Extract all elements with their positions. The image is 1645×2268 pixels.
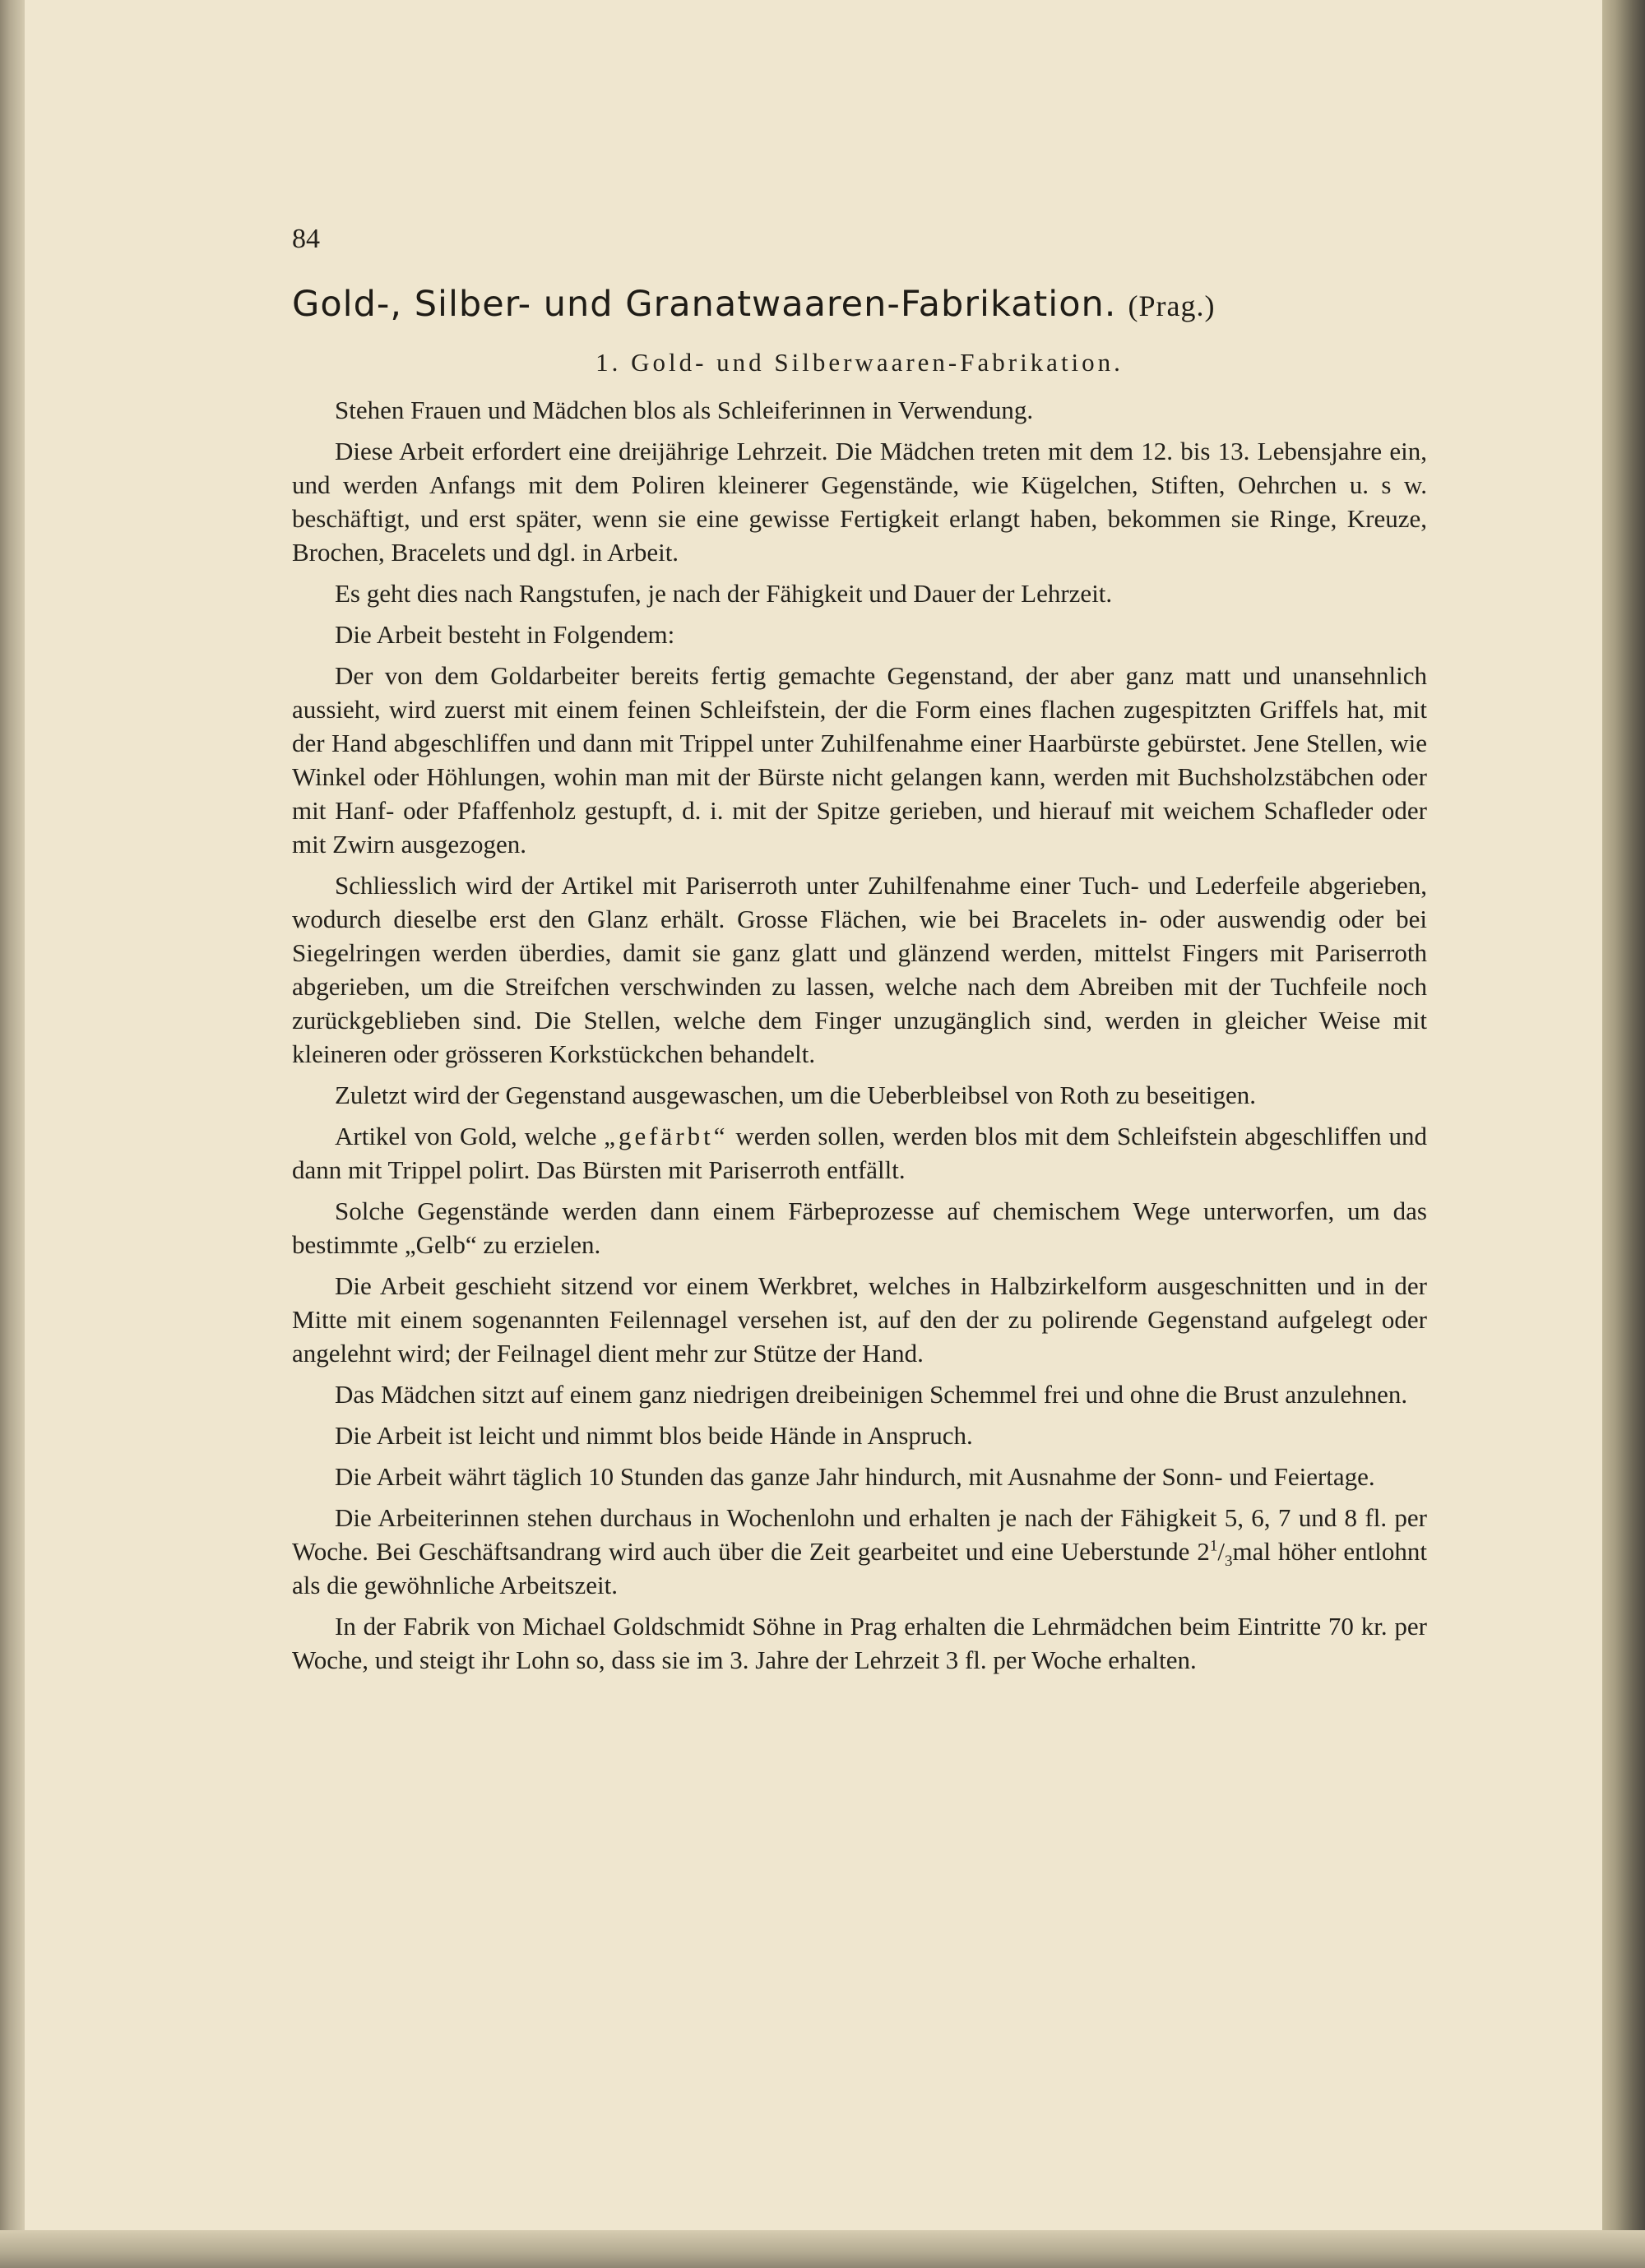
paragraph: In der Fabrik von Michael Goldschmidt Söhne in Prag erhalten die Lehrmädchen beim Eintritte 70 kr. per Woche, und steigt ihr Lohn so, dass sie im 3. Jahre der Lehrzeit 3 fl. per Woche erhalten. — [292, 1612, 1427, 1674]
paragraph: Zuletzt wird der Gegenstand ausgewaschen, um die Ueberbleibsel von Roth zu beseitigen. — [335, 1081, 1256, 1109]
fraction-numerator: 1 — [1209, 1537, 1218, 1555]
text-run: Artikel von Gold, welche — [335, 1122, 597, 1150]
paragraph: Der von dem Goldarbeiter bereits fertig gemachte Gegenstand, der aber ganz matt und unansehnlich aussieht, wird zuerst mit einem feinen Schleifstein, der die Form eines flachen zugespitzten Griffels hat, mit der Hand abgeschliffen und dann mit Trippel unter Zuhilfenahme einer Haarbürste gebürstet. Jene Stellen, wie Winkel oder Höhlungen, wohin man mit der Bürste nicht gelangen kann, werden mit Buchsholzstäbchen oder mit Hanf- oder Pfaffenholz gestupft, d. i. mit der Spitze gerieben, und hierauf mit weichem Schafleder oder mit Zwirn ausgezogen. — [292, 661, 1427, 859]
book-edge-bottom — [0, 2230, 1645, 2268]
paragraph: Die Arbeit besteht in Folgendem: — [335, 620, 675, 649]
paragraph: Solche Gegenstände werden dann einem Färbeprozesse auf chemischem Wege unterworfen, um das bestimmte „Gelb“ zu erzielen. — [292, 1196, 1427, 1259]
paragraph: Die Arbeit ist leicht und nimmt blos beide Hände in Anspruch. — [335, 1421, 973, 1450]
text-run: mal höher entlohnt als die gewöhnliche Arbeitszeit. — [292, 1537, 1427, 1599]
book-edge-right — [1602, 0, 1645, 2268]
text-run: werden sollen, werden blos mit dem Schleifstein abgeschliffen und dann mit Trippel polirt. Das Bürsten mit Pariserroth entfällt. — [292, 1122, 1428, 1184]
section-heading: 1. Gold- und Silberwaaren-Fabrikation. — [595, 348, 1124, 377]
text-run: Die Arbeiterinnen stehen durchaus in Wochenlohn und erhalten je nach der Fähigkeit 5, 6, 7 und 8 fl. per Woche. Bei Geschäftsandrang wird auch über die Zeit gearbeitet und eine Ueberstunde 2 — [292, 1503, 1427, 1566]
paragraph: Stehen Frauen und Mädchen blos als Schleiferinnen in Verwendung. — [335, 396, 1034, 424]
fraction-denominator: 3 — [1225, 1553, 1233, 1571]
body-text — [292, 393, 1427, 1684]
emphasized-word: „gefärbt“ — [604, 1122, 729, 1150]
paragraph: Schliesslich wird der Artikel mit Pariserroth unter Zuhilfenahme einer Tuch- und Lederfeile abgerieben, wodurch dieselbe erst den Glanz erhält. Grosse Flächen, wie bei Bracelets in- oder auswendig oder bei Siegelringen werden überdies, damit sie ganz glatt und glänzend werden, mittelst Fingers mit Pariserroth abgerieben, um die Streifchen verschwinden zu lassen, welche nach dem Abreiben mit der Tuchfeile noch zurückgeblieben sind. Die Stellen, welche dem Finger unzugänglich sind, werden in gleicher Weise mit kleineren oder grösseren Korkstückchen behandelt. — [292, 871, 1427, 1068]
paragraph — [292, 1119, 1427, 1187]
paragraph: Die Arbeit währt täglich 10 Stunden das ganze Jahr hindurch, mit Ausnahme der Sonn- und Feiertage. — [335, 1462, 1375, 1491]
page-number: 84 — [292, 224, 320, 254]
title-city: (Prag.) — [1128, 289, 1216, 322]
paragraph — [292, 1501, 1427, 1602]
book-gutter-left — [0, 0, 25, 2268]
page-title — [292, 284, 1435, 325]
title-text: Gold-, Silber- und Granatwaaren-Fabrikation. — [292, 284, 1117, 325]
paragraph: Die Arbeit geschieht sitzend vor einem Werkbret, welches in Halbzirkelform ausgeschnitten und in der Mitte mit einem sogenannten Feilennagel versehen ist, auf den der zu polirende Gegenstand aufgelegt oder angelehnt wird; der Feilnagel dient mehr zur Stütze der Hand. — [292, 1271, 1427, 1368]
fraction-slash: / — [1217, 1537, 1225, 1566]
paragraph: Das Mädchen sitzt auf einem ganz niedrigen dreibeinigen Schemmel frei und ohne die Brust anzulehnen. — [335, 1380, 1408, 1409]
paragraph: Diese Arbeit erfordert eine dreijährige Lehrzeit. Die Mädchen treten mit dem 12. bis 13. Lebensjahre ein, und werden Anfangs mit dem Poliren kleinerer Gegenstände, wie Kügelchen, Stiften, Oehrchen u. s w. beschäftigt, und erst später, wenn sie eine gewisse Fertigkeit erlangt haben, bekommen sie Ringe, Kreuze, Brochen, Bracelets und dgl. in Arbeit. — [292, 437, 1427, 567]
paragraph: Es geht dies nach Rangstufen, je nach der Fähigkeit und Dauer der Lehrzeit. — [335, 579, 1113, 608]
